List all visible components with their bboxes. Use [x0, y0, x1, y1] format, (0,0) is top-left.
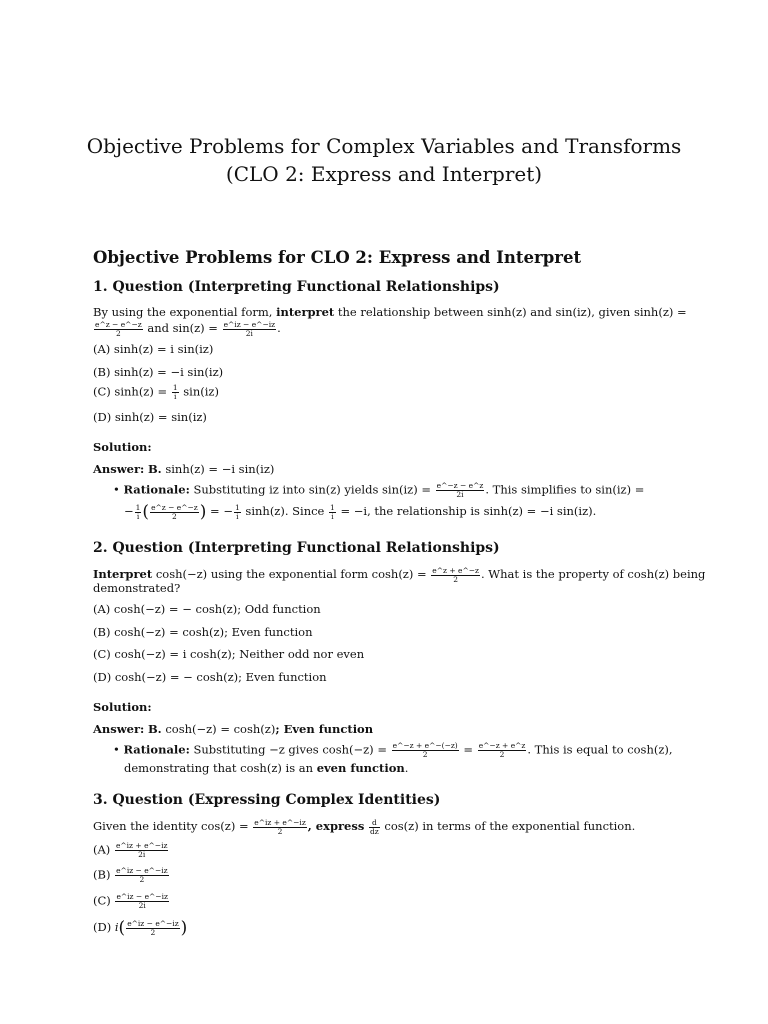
- q2-prompt-line2: demonstrated?: [93, 581, 181, 595]
- q1-rationale-line2: − $\frac{1}{i}$ ( $\frac{e\^{}z - e\^{}-z}{2}$ ) = − $\frac{1}{i}$ sinh(z). Since $\frac{1}{i}$ = −i, the relationship is sinh(z) = −i sin(iz).: [124, 502, 597, 522]
- q2-option-d: (D) cosh(−z) = − cosh(z); Even function: [93, 670, 327, 684]
- q3-option-c: (C) $\frac{e\^{}iz - e\^{}-iz}{2i}$: [93, 892, 168, 910]
- q1-option-a: (A) sinh(z) = i sin(iz): [93, 342, 214, 356]
- q2-rationale-line2: demonstrating that cosh(z) is an even function.: [124, 761, 409, 775]
- q1-prompt-line1: By using the exponential form, interpret the relationship between sinh(z) and sin(iz), given sinh(z) =: [93, 305, 687, 319]
- q2-option-c: (C) cosh(−z) = i cosh(z); Neither odd nor even: [93, 647, 365, 661]
- q1-answer: Answer: B. sinh(z) = −i sin(iz): [93, 462, 275, 476]
- q2-option-b: (B) cosh(−z) = cosh(z); Even function: [93, 625, 313, 639]
- q1-rationale-line1: • Rationale: Substituting iz into sin(z) yields sin(iz) = $\frac{e\^{}-z - e\^{}z}{2i}$ . This simplifies to sin(iz) =: [113, 481, 645, 499]
- q2-answer: Answer: B. cosh(−z) = cosh(z); Even function: [93, 722, 374, 736]
- q1-prompt-line2: $\frac{e\^{}z - e\^{}-z}{2}$ and sin(z) = $\frac{e\^{}iz - e\^{}-iz}{2i}$ .: [95, 319, 281, 338]
- q2-solution-label: Solution:: [93, 700, 152, 714]
- q3-prompt: Given the identity cos(z) = $\frac{e\^{}iz + e\^{}-iz}{2}$ , express $\frac{d}{dz}$ cos(z) in terms of the exponential function.: [93, 817, 636, 836]
- q1-heading: 1. Question (Interpreting Functional Relationships): [93, 279, 500, 295]
- sin-fraction: $\frac{e\^{}iz - e\^{}-iz}{2i}$: [223, 319, 276, 338]
- q3-option-d: (D) i( $\frac{e\^{}iz - e\^{}-iz}{2}$ ): [93, 918, 188, 938]
- q3-option-b: (B) $\frac{e\^{}iz - e\^{}-iz}{2}$: [93, 866, 168, 884]
- q1-option-c: (C) sinh(z) = $\frac{1}{i}$ sin(iz): [93, 383, 219, 401]
- q2-heading: 2. Question (Interpreting Functional Relationships): [93, 540, 500, 556]
- q1-option-d: (D) sinh(z) = sin(iz): [93, 410, 207, 424]
- sinh-fraction: $\frac{e\^{}z - e\^{}-z}{2}$: [95, 319, 142, 338]
- q3-option-a: (A) $\frac{e\^{}iz + e\^{}-iz}{2i}$: [93, 841, 168, 859]
- document-title: Objective Problems for Complex Variables and Transforms (CLO 2: Express and Interpret): [86, 134, 682, 186]
- q1-option-b: (B) sinh(z) = −i sin(iz): [93, 365, 224, 379]
- q3-heading: 3. Question (Expressing Complex Identities): [93, 792, 441, 808]
- q2-option-a: (A) cosh(−z) = − cosh(z); Odd function: [93, 602, 321, 616]
- q2-prompt-line1: Interpret cosh(−z) using the exponential form cosh(z) = $\frac{e\^{}z + e\^{}-z}{2}$ . What is the property of cosh(z) being: [93, 565, 706, 584]
- section-heading: Objective Problems for CLO 2: Express and Interpret: [93, 248, 582, 267]
- q2-rationale-line1: • Rationale: Substituting −z gives cosh(−z) = $\frac{e\^{}-z + e\^{}-(-z)}{2}$ = $\frac{e\^{}-z + e\^{}z}{2}$ . This is equal to cosh(z),: [113, 741, 673, 759]
- q1-solution-label: Solution:: [93, 440, 152, 454]
